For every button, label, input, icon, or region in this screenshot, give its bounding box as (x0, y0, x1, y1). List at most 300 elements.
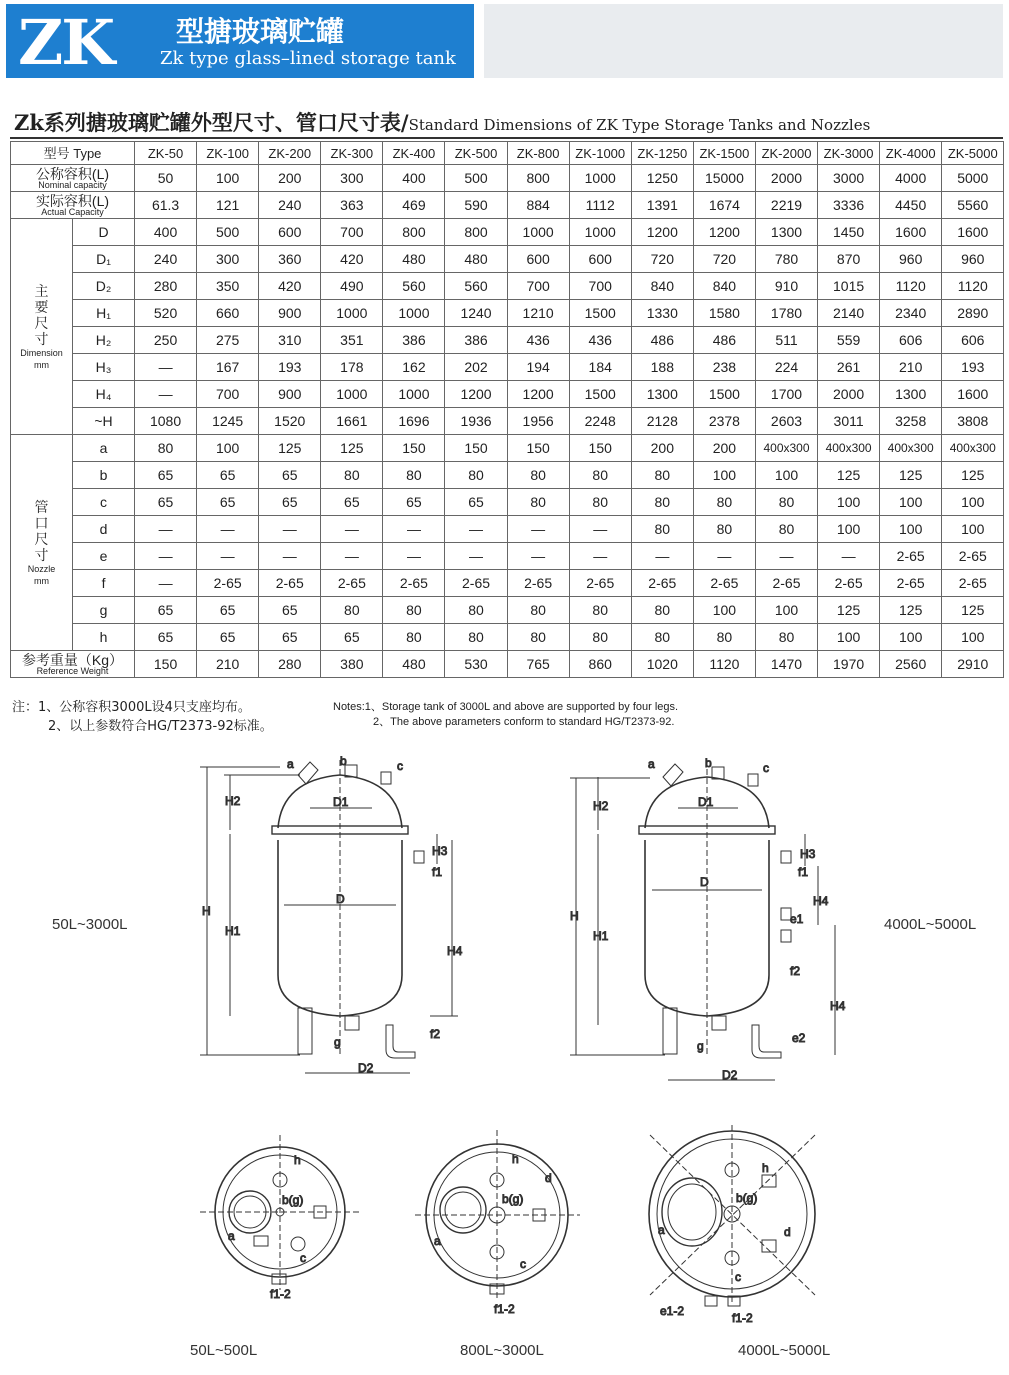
svg-text:e1: e1 (790, 912, 804, 926)
table-cell: 3808 (942, 408, 1004, 435)
svg-text:H: H (570, 909, 579, 923)
svg-text:f1: f1 (798, 865, 809, 879)
table-cell: — (445, 543, 507, 570)
table-cell: 500 (197, 219, 259, 246)
svg-text:g: g (334, 1035, 341, 1049)
table-cell: — (135, 381, 197, 408)
table-cell: 193 (942, 354, 1004, 381)
group-label: 主要尺寸 Dimension mm (11, 219, 73, 435)
table-cell: 490 (321, 273, 383, 300)
table-cell: 1600 (942, 219, 1004, 246)
table-cell: 240 (259, 192, 321, 219)
table-cell: 162 (383, 354, 445, 381)
table-cell: 80 (569, 597, 631, 624)
table-cell: 65 (135, 462, 197, 489)
svg-text:H: H (202, 904, 211, 918)
svg-text:H3: H3 (432, 844, 448, 858)
model-header: ZK-400 (383, 142, 445, 165)
model-header: ZK-300 (321, 142, 383, 165)
table-cell: 780 (755, 246, 817, 273)
table-cell: 125 (942, 462, 1004, 489)
table-cell: 100 (818, 516, 880, 543)
table-cell: 4000 (880, 165, 942, 192)
table-cell: 500 (445, 165, 507, 192)
table-cell: 178 (321, 354, 383, 381)
svg-text:h: h (294, 1153, 301, 1167)
svg-text:H3: H3 (800, 847, 816, 861)
row-label: h (73, 624, 135, 651)
model-header: ZK-100 (197, 142, 259, 165)
svg-text:H2: H2 (593, 799, 609, 813)
table-cell: 240 (135, 246, 197, 273)
svg-text:f1-2: f1-2 (270, 1287, 291, 1301)
table-cell: 420 (259, 273, 321, 300)
table-cell: 700 (321, 219, 383, 246)
svg-text:H4: H4 (813, 894, 829, 908)
table-cell: 1330 (631, 300, 693, 327)
svg-text:b(g): b(g) (736, 1191, 758, 1205)
table-cell: 150 (445, 435, 507, 462)
table-cell: 870 (818, 246, 880, 273)
table-cell: 400 (383, 165, 445, 192)
table-cell: — (507, 516, 569, 543)
table-cell: 1210 (507, 300, 569, 327)
table-cell: 150 (383, 435, 445, 462)
table-cell: 65 (445, 489, 507, 516)
svg-text:D: D (336, 892, 345, 906)
table-cell: 184 (569, 354, 631, 381)
table-cell: 80 (693, 624, 755, 651)
table-cell: 80 (507, 597, 569, 624)
table-cell: 100 (197, 435, 259, 462)
svg-text:c: c (763, 761, 769, 775)
table-cell: 80 (755, 516, 817, 543)
range-label-left: 50L~3000L (52, 916, 128, 933)
table-cell: 436 (569, 327, 631, 354)
table-cell: 1080 (135, 408, 197, 435)
model-header: ZK-2000 (755, 142, 817, 165)
tank-elevation-left-labels (202, 754, 463, 1075)
table-cell: — (569, 516, 631, 543)
svg-text:f1-2: f1-2 (494, 1302, 515, 1316)
svg-text:b(g): b(g) (502, 1192, 524, 1206)
table-cell: 100 (755, 597, 817, 624)
model-header: ZK-1500 (693, 142, 755, 165)
table-cell: 202 (445, 354, 507, 381)
table-cell: 80 (321, 597, 383, 624)
svg-text:f1: f1 (432, 865, 443, 879)
table-cell: 65 (197, 489, 259, 516)
page-title-en: Zk type glass–lined storage tank (160, 48, 456, 69)
table-cell: 125 (880, 462, 942, 489)
table-cell: 2340 (880, 300, 942, 327)
table-cell: 80 (631, 624, 693, 651)
table-cell: 1200 (445, 381, 507, 408)
table-cell: 386 (383, 327, 445, 354)
table-cell: 3336 (818, 192, 880, 219)
table-cell: 2560 (880, 651, 942, 678)
table-cell: 1700 (755, 381, 817, 408)
table-cell: 2000 (818, 381, 880, 408)
svg-text:D1: D1 (698, 795, 714, 809)
table-cell: 1600 (942, 381, 1004, 408)
table-cell: 1000 (569, 219, 631, 246)
svg-text:D1: D1 (333, 795, 349, 809)
table-cell: 1674 (693, 192, 755, 219)
table-cell: 2219 (755, 192, 817, 219)
row-label: 参考重量（Kg） Reference Weight (11, 651, 135, 678)
svg-text:a: a (287, 757, 294, 771)
row-label: g (73, 597, 135, 624)
table-cell: — (383, 516, 445, 543)
row-label: e (73, 543, 135, 570)
table-cell: 380 (321, 651, 383, 678)
svg-text:H1: H1 (593, 929, 609, 943)
type-header: 型号 Type (11, 142, 135, 165)
table-cell: 2-65 (507, 570, 569, 597)
table-cell: — (383, 543, 445, 570)
table-cell: 560 (383, 273, 445, 300)
page-title-zh: 型搪玻璃贮罐 (176, 15, 345, 48)
svg-text:h: h (512, 1152, 519, 1166)
table-cell: 400x300 (880, 435, 942, 462)
table-cell: 80 (445, 597, 507, 624)
table-cell: 1000 (569, 165, 631, 192)
row-label: H₃ (73, 354, 135, 381)
logo: ZK (18, 6, 114, 79)
table-cell: 1391 (631, 192, 693, 219)
svg-text:H4: H4 (447, 944, 463, 958)
table-cell: 1956 (507, 408, 569, 435)
table-cell: 3011 (818, 408, 880, 435)
table-cell: 100 (942, 624, 1004, 651)
table-cell: 121 (197, 192, 259, 219)
table-cell: 2-65 (942, 570, 1004, 597)
table-cell: 1000 (383, 300, 445, 327)
table-cell: 65 (197, 597, 259, 624)
table-cell: 600 (569, 246, 631, 273)
table-cell: — (135, 543, 197, 570)
table-cell: 1936 (445, 408, 507, 435)
table-cell: 840 (631, 273, 693, 300)
table-cell: — (445, 516, 507, 543)
table-cell: 400x300 (942, 435, 1004, 462)
svg-text:g: g (697, 1039, 704, 1053)
table-cell: 310 (259, 327, 321, 354)
table-cell: 188 (631, 354, 693, 381)
table-cell: 511 (755, 327, 817, 354)
table-cell: 2-65 (880, 543, 942, 570)
table-cell: 1500 (569, 300, 631, 327)
table-cell: 2000 (755, 165, 817, 192)
svg-text:H2: H2 (225, 794, 241, 808)
svg-text:h: h (762, 1161, 769, 1175)
table-cell: 1300 (880, 381, 942, 408)
table-cell: 80 (507, 462, 569, 489)
table-cell: 100 (197, 165, 259, 192)
table-cell: 224 (755, 354, 817, 381)
table-cell: 700 (569, 273, 631, 300)
model-header: ZK-500 (445, 142, 507, 165)
notes-zh: 注：1、公称容积3000L设4只支座均布。 2、以上参数符合HG/T2373-92标准。 (12, 700, 273, 734)
table-cell: 350 (197, 273, 259, 300)
table-cell: 2-65 (445, 570, 507, 597)
row-label: c (73, 489, 135, 516)
table-cell: — (197, 516, 259, 543)
table-cell: 2-65 (880, 570, 942, 597)
svg-text:b: b (705, 756, 712, 770)
table-cell: 80 (569, 462, 631, 489)
svg-text:c: c (397, 759, 403, 773)
table-cell: 80 (383, 462, 445, 489)
table-cell: 80 (631, 597, 693, 624)
table-cell: 480 (445, 246, 507, 273)
table-cell: 2-65 (818, 570, 880, 597)
plan-label-2: 800L~3000L (460, 1342, 544, 1359)
table-cell: 2378 (693, 408, 755, 435)
table-cell: 193 (259, 354, 321, 381)
table-cell: 400x300 (755, 435, 817, 462)
row-label: d (73, 516, 135, 543)
table-cell: 2-65 (942, 543, 1004, 570)
table-cell: 2910 (942, 651, 1004, 678)
table-cell: 590 (445, 192, 507, 219)
model-header: ZK-5000 (942, 142, 1004, 165)
svg-text:f2: f2 (790, 964, 801, 978)
table-cell: 65 (135, 597, 197, 624)
table-cell: — (693, 543, 755, 570)
table-cell: 1580 (693, 300, 755, 327)
table-cell: 400 (135, 219, 197, 246)
plan-view-small (200, 1135, 360, 1290)
table-cell: 2140 (818, 300, 880, 327)
range-label-right: 4000L~5000L (884, 916, 977, 933)
table-cell: 100 (880, 624, 942, 651)
table-cell: 1200 (693, 219, 755, 246)
table-cell: 1250 (631, 165, 693, 192)
table-cell: 700 (507, 273, 569, 300)
svg-text:e1-2: e1-2 (660, 1304, 685, 1318)
table-cell: 80 (631, 462, 693, 489)
table-cell: 1200 (507, 381, 569, 408)
table-cell: 125 (818, 462, 880, 489)
table-cell: 860 (569, 651, 631, 678)
table-cell: — (259, 516, 321, 543)
table-cell: 65 (259, 624, 321, 651)
table-cell: 50 (135, 165, 197, 192)
table-cell: 2-65 (259, 570, 321, 597)
table-cell: 250 (135, 327, 197, 354)
table-cell: 65 (259, 597, 321, 624)
table-cell: — (631, 543, 693, 570)
table-cell: 80 (383, 624, 445, 651)
table-cell: 150 (507, 435, 569, 462)
table-cell: 100 (693, 597, 755, 624)
table-cell: 1120 (942, 273, 1004, 300)
row-label: ~H (73, 408, 135, 435)
svg-text:e2: e2 (792, 1031, 806, 1045)
row-label: f (73, 570, 135, 597)
table-cell: 125 (818, 597, 880, 624)
table-cell: 1500 (569, 381, 631, 408)
table-cell: 900 (259, 381, 321, 408)
table-cell: 80 (693, 489, 755, 516)
table-cell: 210 (880, 354, 942, 381)
table-cell: 960 (942, 246, 1004, 273)
table-cell: 65 (197, 462, 259, 489)
table-cell: 65 (259, 489, 321, 516)
table-cell: 660 (197, 300, 259, 327)
table-cell: 80 (507, 624, 569, 651)
table-cell: 400x300 (818, 435, 880, 462)
model-header: ZK-1000 (569, 142, 631, 165)
table-cell: 5560 (942, 192, 1004, 219)
table-cell: 2-65 (569, 570, 631, 597)
table-cell: — (569, 543, 631, 570)
table-cell: — (507, 543, 569, 570)
table-cell: 363 (321, 192, 383, 219)
table-cell: 720 (631, 246, 693, 273)
table-cell: 3258 (880, 408, 942, 435)
svg-text:f1-2: f1-2 (732, 1311, 753, 1325)
table-cell: 65 (259, 462, 321, 489)
table-cell: 1120 (880, 273, 942, 300)
table-cell: — (135, 516, 197, 543)
table-cell: 800 (507, 165, 569, 192)
table-cell: 1300 (631, 381, 693, 408)
table-cell: 125 (259, 435, 321, 462)
table-cell: 275 (197, 327, 259, 354)
notes-en: Notes:1、Storage tank of 3000L and above are supported by four legs. 2、The above parameters conform to standard HG/T2373-92. (333, 701, 679, 728)
table-cell: 210 (197, 651, 259, 678)
table-cell: — (135, 570, 197, 597)
svg-text:d: d (784, 1225, 791, 1239)
table-cell: 125 (321, 435, 383, 462)
model-header: ZK-200 (259, 142, 321, 165)
model-header: ZK-50 (135, 142, 197, 165)
svg-text:a: a (658, 1223, 665, 1237)
table-cell: 80 (693, 516, 755, 543)
table-cell: 61.3 (135, 192, 197, 219)
table-cell: 65 (321, 624, 383, 651)
svg-text:c: c (300, 1251, 306, 1265)
table-cell: 80 (755, 624, 817, 651)
table-cell: 1520 (259, 408, 321, 435)
svg-text:D2: D2 (722, 1068, 738, 1082)
table-cell: 125 (880, 597, 942, 624)
table-cell: 65 (321, 489, 383, 516)
table-cell: 150 (135, 651, 197, 678)
table-cell: 420 (321, 246, 383, 273)
table-cell: 100 (880, 489, 942, 516)
table-cell: 80 (631, 489, 693, 516)
table-cell: 300 (321, 165, 383, 192)
table-cell: 351 (321, 327, 383, 354)
table-cell: 840 (693, 273, 755, 300)
model-header: ZK-800 (507, 142, 569, 165)
row-label: H₄ (73, 381, 135, 408)
table-cell: 910 (755, 273, 817, 300)
table-cell: 530 (445, 651, 507, 678)
table-cell: 1661 (321, 408, 383, 435)
plan-view-medium (415, 1130, 580, 1300)
table-cell: 600 (507, 246, 569, 273)
table-cell: 480 (383, 651, 445, 678)
svg-text:H4: H4 (830, 999, 846, 1013)
table-cell: 80 (569, 489, 631, 516)
table-cell: 80 (135, 435, 197, 462)
table-cell: 486 (631, 327, 693, 354)
plan-view-small-labels (228, 1153, 306, 1301)
table-cell: 800 (383, 219, 445, 246)
table-cell: 480 (383, 246, 445, 273)
table-cell: 1300 (755, 219, 817, 246)
table-cell: 167 (197, 354, 259, 381)
table-cell: 200 (259, 165, 321, 192)
table-cell: 1240 (445, 300, 507, 327)
svg-text:a: a (228, 1229, 235, 1243)
table-cell: 1970 (818, 651, 880, 678)
table-cell: 1000 (321, 300, 383, 327)
table-cell: 1000 (507, 219, 569, 246)
model-header: ZK-4000 (880, 142, 942, 165)
table-cell: 80 (631, 516, 693, 543)
table-cell: 65 (197, 624, 259, 651)
table-cell: 2-65 (693, 570, 755, 597)
table-cell: 80 (507, 489, 569, 516)
table-cell: 2603 (755, 408, 817, 435)
svg-text:c: c (520, 1257, 526, 1271)
table-cell: — (755, 543, 817, 570)
row-label: D₁ (73, 246, 135, 273)
table-cell: 1000 (383, 381, 445, 408)
table-cell: 5000 (942, 165, 1004, 192)
table-cell: 469 (383, 192, 445, 219)
table-cell: 100 (755, 462, 817, 489)
table-cell: 261 (818, 354, 880, 381)
table-cell: 765 (507, 651, 569, 678)
svg-text:c: c (735, 1270, 741, 1284)
plan-view-medium-labels (434, 1152, 552, 1316)
svg-text:b: b (340, 754, 347, 768)
table-cell: 100 (818, 624, 880, 651)
table-cell: 15000 (693, 165, 755, 192)
table-cell: 600 (259, 219, 321, 246)
table-cell: 2-65 (321, 570, 383, 597)
table-cell: 1500 (693, 381, 755, 408)
row-label: D₂ (73, 273, 135, 300)
table-cell: 560 (445, 273, 507, 300)
table-cell: 2-65 (197, 570, 259, 597)
table-cell: 360 (259, 246, 321, 273)
table-cell: 1245 (197, 408, 259, 435)
table-cell: 606 (880, 327, 942, 354)
table-cell: 65 (135, 624, 197, 651)
table-cell: — (259, 543, 321, 570)
plan-view-large (649, 1125, 815, 1306)
table-cell: 200 (631, 435, 693, 462)
table-cell: 80 (383, 597, 445, 624)
section-title: Zk系列搪玻璃贮罐外型尺寸、管口尺寸表/Standard Dimensions of ZK Type Storage Tanks and Nozzles (14, 110, 871, 135)
table-cell: 436 (507, 327, 569, 354)
table-cell: 100 (818, 489, 880, 516)
table-cell: — (321, 516, 383, 543)
table-cell: — (818, 543, 880, 570)
row-label: D (73, 219, 135, 246)
table-cell: 80 (445, 624, 507, 651)
table-cell: 606 (942, 327, 1004, 354)
table-cell: 960 (880, 246, 942, 273)
